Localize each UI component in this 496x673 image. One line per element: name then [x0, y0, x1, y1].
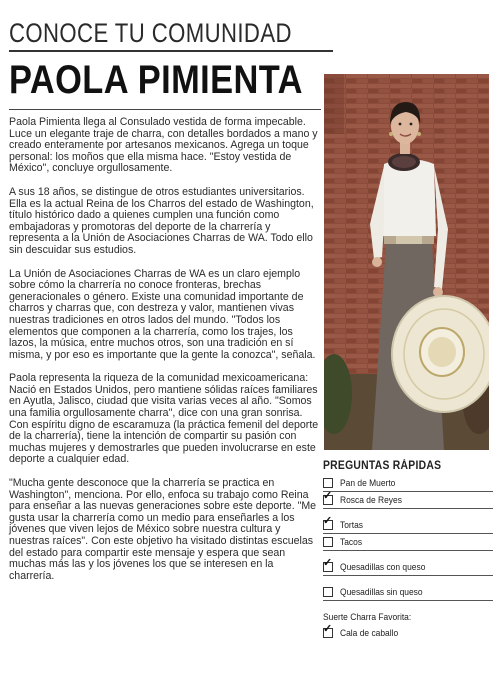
check-icon: ✓	[323, 623, 333, 635]
paragraph: Paola Pimienta llega al Consulado vestida de forma impecable. Luce un elegante traje de charra, con detalles bordados a mano y creado enteramente por artesanos mexicanos. Agrega un toque personal: los moños que ella misma hace. "Estoy vestida de México", concluye orgullosamente.	[9, 116, 318, 175]
quick-questions-title: PREGUNTAS RÁPIDAS	[323, 460, 442, 472]
profile-name: PAOLA PIMIENTA	[9, 58, 303, 102]
qa-item	[323, 475, 493, 492]
checkbox-checked	[323, 490, 333, 505]
portrait-photo	[324, 74, 489, 450]
check-icon: ✓	[323, 490, 333, 502]
checkbox-checked	[323, 623, 333, 638]
checkbox	[323, 587, 333, 597]
qa-item	[323, 625, 493, 641]
qa-item	[323, 559, 493, 576]
paragraph: Paola representa la riqueza de la comunidad mexicoamericana: Nació en Estados Unidos, pero mantiene sólidas raíces familiares en Ayutla, Jalisco, ciudad que visita varias veces al año. "Somos una familia orgullosamente charra", dice con una gran sonrisa. Con espíritu digno de escaramuza (la práctica femenil del deporte de la charrería), tiene la intención de compartir su pasión con muchas mujeres y demostrarles que pueden involucrarse en este deporte a cualquier edad.	[9, 372, 319, 466]
checkbox-checked	[323, 557, 333, 572]
checkbox	[323, 537, 333, 547]
qa-item	[323, 534, 493, 551]
section-title: CONOCE TU COMUNIDAD	[9, 18, 292, 48]
paragraph: "Mucha gente desconoce que la charrería se practica en Washington", menciona. Por ello, enfoca su trabajo como Reina para enseñar a las nuevas generaciones sobre este deporte. "Me gusta usar la charrería como un medio para enseñarles a los jóvenes que viven lejos de México sobre nuestra cultura y nuestras raíces". Con este objetivo ha visitado distintas escuelas del estado para compartir este mensaje y espera que sean muchas más las y los jóvenes los que se interesen en la charrería.	[9, 477, 317, 582]
qa-item	[323, 584, 493, 601]
qa-item-label: Quesadillas con queso	[340, 561, 426, 573]
qa-item	[323, 517, 493, 534]
quick-questions-panel	[323, 460, 493, 641]
qa-item-label: Quesadillas sin queso	[340, 586, 423, 598]
check-icon: ✓	[323, 557, 333, 569]
divider	[9, 109, 321, 110]
qa-item	[323, 492, 493, 509]
qa-item-label: Cala de caballo	[340, 627, 399, 639]
paragraph: A sus 18 años, se distingue de otros estudiantes universitarios. Ella es la actual Reina de los Charros del estado de Washington, título histórico dado a quienes cumplen una función como embajadoras y promotoras del deporte de la charrería y representa a la Unión de Asociaciones Charras de WA. Todo ello sin descuidar sus estudios.	[9, 185, 314, 256]
qa-item-label: Tacos	[340, 536, 363, 548]
favorite-label: Suerte Charra Favorita:	[323, 611, 412, 623]
article-body	[9, 117, 319, 594]
checkbox	[323, 478, 333, 488]
qa-item-label: Pan de Muerto	[340, 477, 396, 489]
paragraph: La Unión de Asociaciones Charras de WA es un claro ejemplo sobre cómo la charrería no conoce fronteras, brechas generacionales o género. Existe una comunidad importante de charros y charras que, con destreza y valor, mantienen vivas nuestras tradiciones en otros lados del mundo. "Todos los elementos que componen a la charrería, como los trajes, los lazos, la música, entre muchos otros, son una tradición en sí misma, y por eso es importante que la gente la conozca", señala.	[9, 267, 316, 361]
qa-item-label: Tortas	[340, 519, 363, 531]
qa-item-label: Rosca de Reyes	[340, 494, 402, 506]
divider	[9, 50, 333, 52]
check-icon: ✓	[323, 515, 333, 527]
checkbox-checked	[323, 515, 333, 530]
